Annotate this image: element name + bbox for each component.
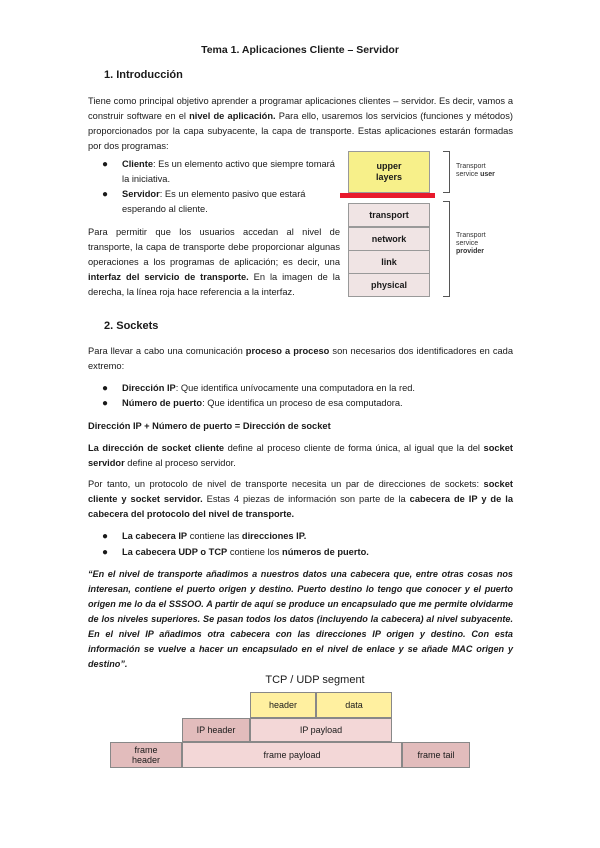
bullet-cabecera-ip: ● La cabecera IP contiene las direcciones IP. (102, 531, 307, 542)
bullet-direccion-ip: ● Dirección IP: Que identifica unívocamente una computadora en la red. (102, 383, 416, 394)
quote-paragraph: “En el nivel de transporte añadimos a nuestros datos una cabecera que, entre otras cosas nos interesan, contiene el puerto origen y destino. Puerto destino lo tengo que conocer y el puerto origen me lo da el SSSOO. A partir de aquí se produce un encapsulado que me permite olvidarme de los niveles superiores. Se pasan todos los datos (incluyendo la cabecera) al nivel subyacente. En el nivel IP añadimos otra cabecera con las direcciones IP origen y destino. Con esta información se vuelve a hacer un encapsulado en el nivel de enlace y se añade MAC origen y destino”. (88, 569, 513, 669)
bullet-cabecera-udp-tcp: ● La cabecera UDP o TCP contiene los números de puerto. (102, 547, 369, 558)
bullet-dot-icon: ● (102, 383, 109, 394)
frame-header-box: frame header (110, 742, 182, 768)
transport-protocol-paragraph: Por tanto, un protocolo de nivel de transporte necesita un par de direcciones de sockets: socket cliente y socket servidor. Estas 4 piezas de información son parte de la cabecera de IP y de la cabecera del protocolo del nivel de transporte. (88, 479, 513, 519)
interface-paragraph: Para permitir que los usuarios accedan al nivel de transporte, la capa de transporte debe proporcionar algunas operaciones a los programas de aplicación; es decir, una interfaz del servicio de transporte. En la imagen de la derecha, la línea roja hace referencia a la interfaz. (88, 227, 341, 297)
link-box: link (348, 250, 430, 274)
bullet-dot-icon: ● (102, 398, 109, 409)
bullet-servidor: ● Servidor: Es un elemento pasivo que estará esperando al cliente. (102, 189, 306, 214)
physical-box: physical (348, 273, 430, 297)
page-title: Tema 1. Aplicaciones Cliente – Servidor (201, 44, 399, 56)
upper-layers-box: upper layers (348, 151, 430, 193)
interface-red-line (340, 193, 435, 198)
section-heading-sockets: 2. Sockets (104, 320, 159, 332)
ip-header-box: IP header (182, 718, 250, 742)
bullet-dot-icon: ● (102, 159, 109, 170)
segment-data-box: data (316, 692, 392, 718)
segment-title: TCP / UDP segment (265, 674, 365, 686)
frame-tail-box: frame tail (402, 742, 470, 768)
network-box: network (348, 227, 430, 251)
socket-formula: Dirección IP + Número de puerto = Dirección de socket (88, 421, 331, 431)
bullet-numero-puerto: ● Número de puerto: Que identifica un proceso de esa computadora. (102, 398, 403, 409)
service-user-label: Transport service user (456, 163, 495, 178)
frame-payload-box: frame payload (182, 742, 402, 768)
bullet-dot-icon: ● (102, 531, 109, 542)
bullet-dot-icon: ● (102, 547, 109, 558)
ip-payload-box: IP payload (250, 718, 392, 742)
socket-address-paragraph: La dirección de socket cliente define al proceso cliente de forma única, al igual que la del socket servidor define al proceso servidor. (88, 443, 513, 468)
section-heading-intro: 1. Introducción (104, 69, 183, 81)
user-bracket (443, 151, 450, 193)
provider-bracket (443, 201, 450, 297)
bullet-cliente: ● Cliente: Es un elemento activo que siempre tomará la iniciativa. (102, 159, 335, 184)
bullet-dot-icon: ● (102, 189, 109, 200)
segment-header-box: header (250, 692, 316, 718)
sockets-paragraph: Para llevar a cabo una comunicación proceso a proceso son necesarios dos identificadores en cada extremo: (88, 346, 513, 371)
transport-stack-diagram (340, 143, 520, 303)
encapsulation-diagram (110, 668, 480, 778)
service-provider-label: Transport service provider (456, 232, 486, 255)
transport-box: transport (348, 203, 430, 227)
intro-paragraph: Tiene como principal objetivo aprender a programar aplicaciones clientes – servidor. Es decir, vamos a construir software en el nivel de aplicación. Para ello, usaremos los servicios (funciones y métodos) proporcionados por la capa subyacente, la capa de transporte. Estas aplicaciones estarán formadas por dos programas: (88, 96, 513, 151)
